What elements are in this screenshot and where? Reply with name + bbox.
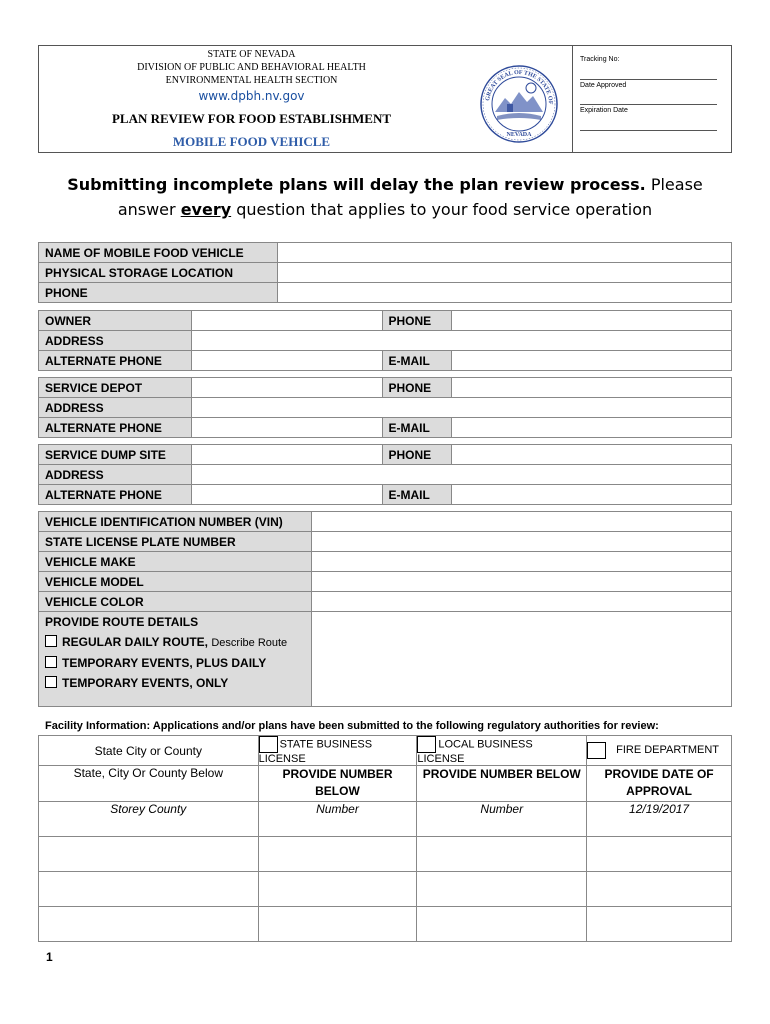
nevada-state-seal-icon xyxy=(479,64,559,144)
owner-email-field[interactable] xyxy=(452,351,732,371)
table-row xyxy=(39,485,732,505)
owner-email-label: E-MAIL xyxy=(382,351,452,371)
state-license-header-label: STATE BUSINESS LICENSE xyxy=(258,738,373,765)
table-row xyxy=(39,572,732,592)
expiration-date-label: Expiration Date xyxy=(580,107,628,114)
dump-address-label: ADDRESS xyxy=(39,465,192,485)
vin-field[interactable] xyxy=(311,512,731,532)
vehicle-phone-label: PHONE xyxy=(39,283,278,303)
plate-field[interactable] xyxy=(311,532,731,552)
table-row xyxy=(39,311,732,331)
route-option-regular[interactable] xyxy=(45,632,305,653)
date-approved-field[interactable] xyxy=(580,104,717,105)
facility-header-fire-department xyxy=(587,736,732,766)
office-use-block xyxy=(572,46,732,152)
temp-daily-checkbox[interactable] xyxy=(45,656,57,668)
incomplete-plans-notice xyxy=(38,172,732,222)
page-number: 1 xyxy=(46,950,53,964)
tracking-number-field[interactable] xyxy=(580,79,717,80)
table-row xyxy=(39,802,732,837)
table-row xyxy=(39,378,732,398)
depot-phone-field[interactable] xyxy=(452,378,732,398)
facility-subheader-state-license: PROVIDE NUMBER BELOW xyxy=(258,766,417,802)
describe-route-note: Describe Route xyxy=(211,637,288,649)
facility-cell[interactable] xyxy=(258,907,417,942)
table-row xyxy=(39,418,732,438)
header-agency-block xyxy=(39,46,464,152)
table-row xyxy=(39,552,732,572)
depot-phone-label: PHONE xyxy=(382,378,452,398)
form-subtitle: MOBILE FOOD VEHICLE xyxy=(172,134,331,149)
table-row xyxy=(39,532,732,552)
notice-text-2: question that applies to your food service operation xyxy=(231,200,653,219)
route-option-temp-only[interactable] xyxy=(45,673,305,693)
local-license-header-label: LOCAL BUSINESS LICENSE xyxy=(417,738,533,765)
facility-cell[interactable]: Number xyxy=(258,802,417,837)
temp-daily-label: TEMPORARY EVENTS, PLUS DAILY xyxy=(62,656,267,670)
facility-cell[interactable]: Storey County xyxy=(39,802,259,837)
table-row xyxy=(39,351,732,371)
facility-cell[interactable] xyxy=(587,872,732,907)
facility-cell[interactable] xyxy=(417,837,587,872)
table-row xyxy=(39,512,732,532)
fire-department-checkbox[interactable] xyxy=(587,742,606,759)
owner-address-field[interactable] xyxy=(191,331,731,351)
regular-route-checkbox[interactable] xyxy=(45,635,57,647)
vehicle-details-table xyxy=(38,511,732,707)
facility-cell[interactable]: Number xyxy=(417,802,587,837)
owner-alt-phone-label: ALTERNATE PHONE xyxy=(39,351,192,371)
facility-cell[interactable] xyxy=(417,872,587,907)
make-label: VEHICLE MAKE xyxy=(39,552,312,572)
depot-address-label: ADDRESS xyxy=(39,398,192,418)
owner-alt-phone-field[interactable] xyxy=(191,351,382,371)
division-name: DIVISION OF PUBLIC AND BEHAVIORAL HEALTH xyxy=(137,62,366,73)
notice-every-emphasis: every xyxy=(180,200,232,219)
plate-label: STATE LICENSE PLATE NUMBER xyxy=(39,532,312,552)
make-field[interactable] xyxy=(311,552,731,572)
table-row xyxy=(39,445,732,465)
model-field[interactable] xyxy=(311,572,731,592)
table-row xyxy=(39,907,732,942)
facility-cell[interactable] xyxy=(39,872,259,907)
owner-phone-field[interactable] xyxy=(452,311,732,331)
facility-header-state-license xyxy=(258,736,417,766)
table-row xyxy=(39,465,732,485)
facility-cell[interactable] xyxy=(258,837,417,872)
depot-email-label: E-MAIL xyxy=(382,418,452,438)
depot-field[interactable] xyxy=(191,378,382,398)
table-row xyxy=(39,612,732,707)
vehicle-name-table xyxy=(38,242,732,303)
facility-header-local-license xyxy=(417,736,587,766)
facility-subheader-local-license: PROVIDE NUMBER BELOW xyxy=(417,766,587,802)
model-label: VEHICLE MODEL xyxy=(39,572,312,592)
state-name: STATE OF NEVADA xyxy=(207,49,296,60)
form-header xyxy=(38,45,732,153)
dump-phone-label: PHONE xyxy=(382,445,452,465)
vehicle-phone-field[interactable] xyxy=(277,283,731,303)
vehicle-name-label: NAME OF MOBILE FOOD VEHICLE xyxy=(39,243,278,263)
table-row xyxy=(39,592,732,612)
state-license-checkbox[interactable] xyxy=(259,736,278,753)
dump-email-field[interactable] xyxy=(452,485,732,505)
seal-bottom-text: NEVADA xyxy=(506,132,532,138)
table-row xyxy=(39,872,732,907)
dump-site-table xyxy=(38,444,732,505)
regular-route-label: REGULAR DAILY ROUTE, xyxy=(62,635,209,649)
depot-alt-phone-field[interactable] xyxy=(191,418,382,438)
table-row xyxy=(39,243,732,263)
vehicle-name-field[interactable] xyxy=(277,243,731,263)
facility-subheader-jurisdiction: State, City Or County Below xyxy=(39,766,259,802)
notice-bold-text: Submitting incomplete plans will delay the plan review process. xyxy=(67,175,646,194)
dump-alt-phone-label: ALTERNATE PHONE xyxy=(39,485,192,505)
facility-info-title: Facility Information: Applications and/or plans have been submitted to the following regulatory authorities for review: xyxy=(45,720,659,732)
dump-email-label: E-MAIL xyxy=(382,485,452,505)
expiration-date-field[interactable] xyxy=(580,130,717,131)
facility-cell[interactable] xyxy=(417,907,587,942)
dump-site-label: SERVICE DUMP SITE xyxy=(39,445,192,465)
table-row xyxy=(39,736,732,766)
route-details-field[interactable] xyxy=(311,612,731,707)
color-field[interactable] xyxy=(311,592,731,612)
dump-phone-field[interactable] xyxy=(452,445,732,465)
table-row xyxy=(39,837,732,872)
depot-email-field[interactable] xyxy=(452,418,732,438)
facility-cell[interactable] xyxy=(258,872,417,907)
color-label: VEHICLE COLOR xyxy=(39,592,312,612)
facility-cell[interactable] xyxy=(587,907,732,942)
dump-address-field[interactable] xyxy=(191,465,731,485)
depot-label: SERVICE DEPOT xyxy=(39,378,192,398)
facility-cell[interactable] xyxy=(587,837,732,872)
fire-department-header-label: FIRE DEPARTMENT xyxy=(616,744,720,757)
owner-table xyxy=(38,310,732,371)
owner-field[interactable] xyxy=(191,311,382,331)
facility-header-jurisdiction: State City or County xyxy=(39,736,259,766)
route-option-temp-daily[interactable] xyxy=(45,653,305,673)
local-license-checkbox[interactable] xyxy=(417,736,436,753)
date-approved-label: Date Approved xyxy=(580,82,627,89)
vin-label: VEHICLE IDENTIFICATION NUMBER (VIN) xyxy=(39,512,312,532)
agency-website-link[interactable]: www.dpbh.nv.gov xyxy=(198,89,305,103)
facility-cell[interactable] xyxy=(39,907,259,942)
storage-location-field[interactable] xyxy=(277,263,731,283)
facility-subheader-fire-department: PROVIDE DATE OF APPROVAL xyxy=(587,766,732,802)
facility-info-table xyxy=(38,735,732,942)
facility-cell[interactable] xyxy=(39,837,259,872)
section-name: ENVIRONMENTAL HEALTH SECTION xyxy=(165,75,338,86)
owner-phone-label: PHONE xyxy=(382,311,452,331)
route-details-cell xyxy=(39,612,312,707)
seal-top-text: GREAT SEAL OF THE STATE OF xyxy=(485,69,554,105)
service-depot-table xyxy=(38,377,732,438)
table-row xyxy=(39,331,732,351)
form-title: PLAN REVIEW FOR FOOD ESTABLISHMENT xyxy=(111,111,392,126)
table-row xyxy=(39,398,732,418)
storage-location-label: PHYSICAL STORAGE LOCATION xyxy=(39,263,278,283)
notice-text-1: Please answer xyxy=(117,175,703,219)
owner-label: OWNER xyxy=(39,311,192,331)
depot-alt-phone-label: ALTERNATE PHONE xyxy=(39,418,192,438)
owner-address-label: ADDRESS xyxy=(39,331,192,351)
temp-only-checkbox[interactable] xyxy=(45,676,57,688)
dump-site-field[interactable] xyxy=(191,445,382,465)
route-details-label: PROVIDE ROUTE DETAILS xyxy=(45,615,199,629)
depot-address-field[interactable] xyxy=(191,398,731,418)
temp-only-label: TEMPORARY EVENTS, ONLY xyxy=(62,676,229,690)
facility-cell[interactable]: 12/19/2017 xyxy=(587,802,732,837)
dump-alt-phone-field[interactable] xyxy=(191,485,382,505)
table-row xyxy=(39,283,732,303)
table-row xyxy=(39,766,732,802)
table-row xyxy=(39,263,732,283)
tracking-number-label: Tracking No: xyxy=(580,56,620,63)
